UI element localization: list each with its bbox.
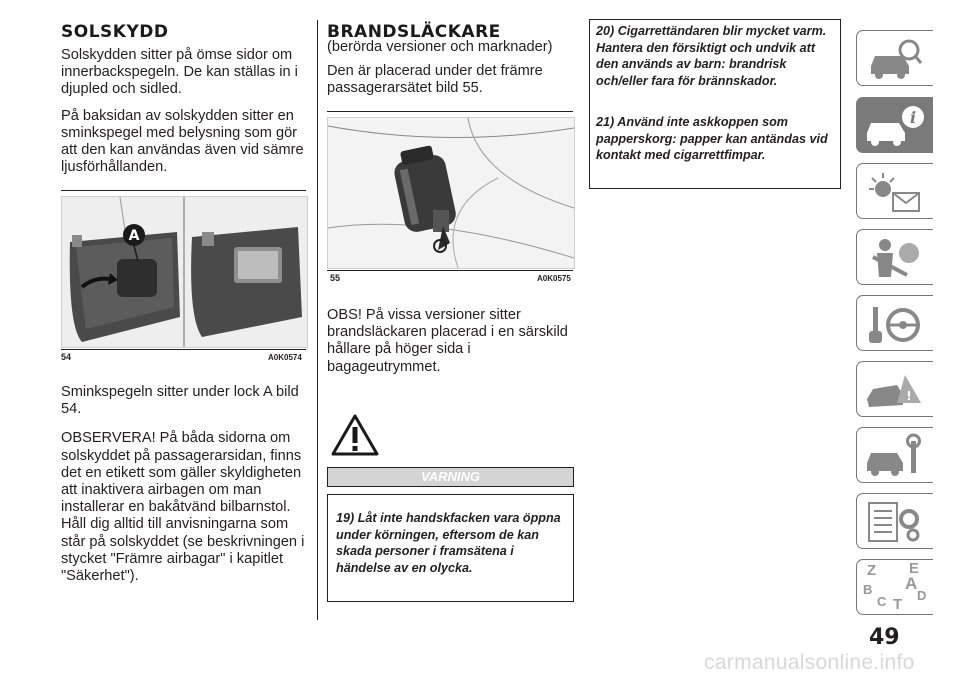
car-accident-icon [863, 367, 927, 413]
paragraph: Solskydden sitter på ömse sidor om innerbackspegeln. De kan ställas in i djupled och sidled. [61, 47, 298, 98]
notes-box [589, 19, 841, 189]
figure-number: 54 [61, 352, 72, 362]
index-letter: A [905, 574, 918, 593]
figure-54-sun-visor-image [61, 196, 308, 348]
warning-title: VARNING [421, 469, 480, 484]
index-letter: C [877, 594, 887, 609]
index-letter: D [917, 588, 927, 603]
warning-triangle-icon [330, 413, 380, 457]
figure-code: A0K0574 [268, 353, 302, 362]
figure-top-rule [61, 190, 306, 191]
alphabet-index-icon [857, 560, 934, 616]
index-letter: B [863, 582, 873, 597]
note-item [596, 114, 832, 164]
figure-55-fire-extinguisher-image [327, 117, 575, 269]
car-info-icon [863, 103, 927, 149]
watermark-text: carmanualsonline.info [704, 651, 915, 674]
note-item-text: Använd inte askkoppen som papperskorg: papper kan antändas vid kontakt med cigarrettfimpar. [596, 115, 828, 162]
warning-item-number: 19) [336, 511, 355, 525]
section-heading-brandslackare: BRANDSLÄCKARE [327, 22, 501, 42]
section-heading-solskydd: SOLSKYDD [61, 22, 169, 42]
tab-airbag-person[interactable] [856, 229, 933, 285]
warning-item-text: Låt inte handskfacken vara öppna under körningen, eftersom de kan skada personer i framsätena i händelse av en olycka. [336, 511, 561, 575]
note-item [596, 23, 832, 89]
index-letter: E [909, 560, 920, 577]
warning-item [336, 510, 568, 576]
tab-car-wrench[interactable] [856, 427, 933, 483]
index-letter: T [893, 596, 903, 613]
callout-a-label: A [128, 228, 140, 244]
figure-bottom-rule [327, 270, 573, 271]
airbag-person-icon [863, 235, 927, 281]
tab-car-info[interactable] [856, 97, 933, 153]
svg-text:!: ! [906, 389, 912, 403]
subheading: (berörda versioner och marknader) [327, 39, 553, 55]
figure-code: A0K0575 [537, 274, 571, 283]
tab-alphabet-index[interactable] [856, 559, 933, 615]
tab-checklist-gear[interactable] [856, 493, 933, 549]
note-item-number: 21) [596, 115, 615, 129]
paragraph: Sminkspegeln sitter under lock A bild 54. [61, 384, 299, 418]
tab-car-accident[interactable] [856, 361, 933, 417]
car-search-icon [863, 36, 927, 82]
tab-key-steering[interactable] [856, 295, 933, 351]
page-number: 49 [869, 625, 900, 650]
paragraph: Den är placerad under det främre passagerarsätet bild 55. [327, 63, 543, 97]
index-letter: Z [867, 562, 877, 579]
left-intro-text [61, 47, 309, 176]
tab-lights-warning[interactable] [856, 163, 933, 219]
warning-box [327, 494, 574, 602]
checklist-gear-icon [863, 499, 927, 545]
paragraph: OBS! På vissa versioner sitter brandsläckaren placerad i en särskild hållare på höger sida i bagageutrymmet. [327, 307, 568, 375]
middle-intro-text [327, 39, 573, 98]
note-item-number: 20) [596, 24, 615, 38]
tab-car-search[interactable] [856, 30, 933, 86]
figure-number: 55 [330, 273, 341, 283]
note-item-text: Cigarrettändaren blir mycket varm. Hantera den försiktigt och undvik att den används av barn: brandrisk och/eller fara för brännskador. [596, 24, 827, 88]
column-divider [317, 20, 318, 620]
key-steering-wheel-icon [863, 301, 927, 347]
warning-header [327, 467, 574, 487]
car-wrench-icon [863, 433, 927, 479]
svg-text:i: i [909, 108, 917, 127]
figure-bottom-rule [61, 349, 306, 350]
lights-warning-icon [863, 169, 927, 215]
left-body-text [61, 384, 309, 585]
paragraph: På baksidan av solskydden sitter en sminkspegel med belysning som gör att den kan användas även vid sämre ljusförhållanden. [61, 107, 304, 176]
paragraph: OBSERVERA! På båda sidorna om solskyddet på passagerarsidan, finns det en etikett som gäller skyldigheten att inaktivera airbagen om man installerar en bakåtvänd bilbarnstol. Håll dig alltid till anvisningarna som står på solskyddet (se beskrivningen i stycket "Främre airbagar" i kapitlet "Säkerhet"). [61, 430, 305, 585]
figure-top-rule [327, 111, 573, 112]
middle-note-text [327, 307, 575, 376]
